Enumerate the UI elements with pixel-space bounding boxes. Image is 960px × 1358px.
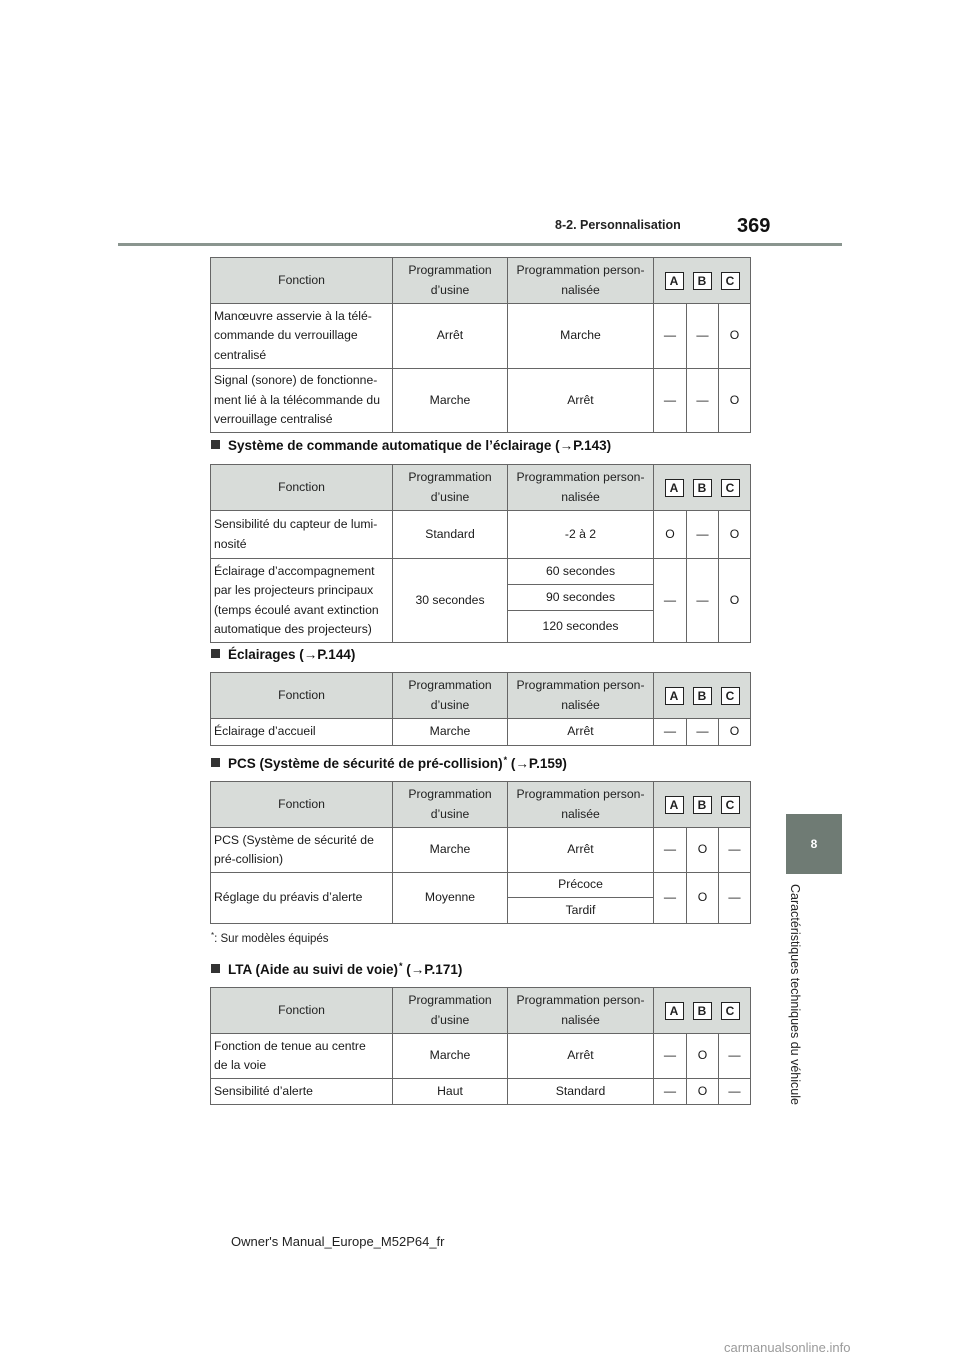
header-fonction: Fonction [211,782,393,828]
header-factory-setting: Programmation d’usine [393,988,508,1034]
cell-custom-setting: 90 secondes [508,585,654,611]
cell-custom-setting: Tardif [508,898,654,924]
letter-c-icon: C [721,272,740,290]
letter-b-icon: B [693,479,712,497]
square-bullet-icon [211,649,220,658]
table-row [211,369,751,433]
cell-custom-setting: Arrêt [508,719,654,746]
header-fonction: Fonction [211,258,393,304]
header-factory-setting: Programmation d’usine [393,465,508,511]
cell-method-a: O [654,511,687,559]
table-row [211,1079,751,1105]
header-fonction: Fonction [211,988,393,1034]
header-fonction: Fonction [211,465,393,511]
header-custom-setting: Programmation person- nalisée [508,782,654,828]
chapter-number: 8 [810,837,818,851]
cell-custom-setting: -2 à 2 [508,511,654,559]
table-remote-lock [210,257,751,433]
method-letters [657,687,747,705]
cell-method-b: — [687,511,719,559]
letter-b-icon: B [693,272,712,290]
cell-method-b: — [687,369,719,433]
cell-method-c: O [719,369,751,433]
cell-method-c: O [719,559,751,643]
cell-method-a: — [654,828,687,873]
table-pcs [210,781,751,924]
letter-a-icon: A [665,796,684,814]
table-header-row [211,782,751,828]
header-custom-setting: Programmation person- nalisée [508,673,654,719]
cell-factory-setting: Arrêt [393,304,508,369]
cell-custom-setting: Marche [508,304,654,369]
letter-a-icon: A [665,1002,684,1020]
cell-factory-setting: Standard [393,511,508,559]
header-factory-setting: Programmation d’usine [393,782,508,828]
cell-factory-setting: Marche [393,719,508,746]
table-row [211,828,751,873]
header-fonction: Fonction [211,673,393,719]
cell-custom-setting: Arrêt [508,828,654,873]
cell-factory-setting: 30 secondes [393,559,508,643]
letter-a-icon: A [665,272,684,290]
cell-custom-setting: 120 secondes [508,611,654,643]
chapter-title: Caractéristiques techniques du véhicule [788,884,802,1105]
cell-method-b: O [687,1079,719,1105]
cell-function: Éclairage d’accueil [211,719,393,746]
table-lights [210,672,751,746]
cell-method-b: — [687,559,719,643]
cell-method-c: O [719,511,751,559]
table-row [211,1034,751,1079]
table-auto-lighting [210,464,751,643]
table-row [211,511,751,559]
section-heading: 8-2. Personnalisation [555,218,681,232]
cell-custom-setting: Standard [508,1079,654,1105]
cell-method-a: — [654,559,687,643]
cell-method-b: O [687,873,719,924]
table-row [211,304,751,369]
header-method-letters [654,258,751,304]
header-rule [118,243,842,246]
header-custom-setting: Programmation person- nalisée [508,988,654,1034]
cell-method-a: — [654,719,687,746]
letter-c-icon: C [721,687,740,705]
header-method-letters [654,465,751,511]
letter-b-icon: B [693,687,712,705]
cell-method-a: — [654,873,687,924]
table-row [211,559,751,585]
letter-b-icon: B [693,796,712,814]
cell-factory-setting: Moyenne [393,873,508,924]
cell-method-c: — [719,1079,751,1105]
table-header-row [211,258,751,304]
table-header-row [211,673,751,719]
cell-custom-setting: Précoce [508,873,654,898]
cell-function: Manœuvre asservie à la télé- commande du verrouillage centralisé [211,304,393,369]
cell-method-c: — [719,828,751,873]
letter-a-icon: A [665,479,684,497]
page-number: 369 [737,215,771,237]
cell-method-c: O [719,304,751,369]
cell-method-a: — [654,1079,687,1105]
cell-factory-setting: Marche [393,1034,508,1079]
cell-function: Signal (sonore) de fonctionne- ment lié à la télécommande du verrouillage centralisé [211,369,393,433]
cell-method-b: — [687,304,719,369]
letter-a-icon: A [665,687,684,705]
square-bullet-icon [211,758,220,767]
cell-function: Fonction de tenue au centre de la voie [211,1034,393,1079]
table-row [211,873,751,898]
cell-custom-setting: 60 secondes [508,559,654,585]
section-title-lights: Éclairages (→P.144) [211,647,355,662]
cell-method-b: — [687,719,719,746]
header-factory-setting: Programmation d’usine [393,258,508,304]
method-letters [657,1002,747,1020]
square-bullet-icon [211,964,220,973]
header-custom-setting: Programmation person- nalisée [508,258,654,304]
cell-method-b: O [687,828,719,873]
letter-c-icon: C [721,1002,740,1020]
header-factory-setting: Programmation d’usine [393,673,508,719]
letter-b-icon: B [693,1002,712,1020]
chapter-tab[interactable] [786,814,842,874]
watermark[interactable]: carmanualsonline.info [724,1340,851,1355]
cell-method-c: — [719,873,751,924]
table-lta [210,987,751,1105]
method-letters [657,272,747,290]
square-bullet-icon [211,440,220,449]
section-title-pcs: PCS (Système de sécurité de pré-collision)* (→P.159) [211,755,567,771]
header-method-letters [654,673,751,719]
cell-method-a: — [654,304,687,369]
cell-function: Sensibilité du capteur de lumi- nosité [211,511,393,559]
table-header-row [211,988,751,1034]
table-header-row [211,465,751,511]
cell-function: PCS (Système de sécurité de pré-collision) [211,828,393,873]
cell-method-b: O [687,1034,719,1079]
method-letters [657,796,747,814]
cell-custom-setting: Arrêt [508,1034,654,1079]
cell-method-a: — [654,1034,687,1079]
cell-function: Réglage du préavis d’alerte [211,873,393,924]
cell-factory-setting: Marche [393,828,508,873]
letter-c-icon: C [721,796,740,814]
header-method-letters [654,782,751,828]
table-row [211,719,751,746]
header-custom-setting: Programmation person- nalisée [508,465,654,511]
cell-factory-setting: Haut [393,1079,508,1105]
letter-c-icon: C [721,479,740,497]
manual-footer: Owner's Manual_Europe_M52P64_fr [231,1234,445,1249]
footnote: *: Sur modèles équipés [211,931,329,945]
header-method-letters [654,988,751,1034]
method-letters [657,479,747,497]
section-title-lighting-control: Système de commande automatique de l’éclairage (→P.143) [211,438,611,453]
cell-function: Éclairage d’accompagnement par les projecteurs principaux (temps écoulé avant extinction automatique des projecteurs) [211,559,393,643]
cell-function: Sensibilité d’alerte [211,1079,393,1105]
cell-method-c: O [719,719,751,746]
section-title-lta: LTA (Aide au suivi de voie)* (→P.171) [211,961,462,977]
cell-method-a: — [654,369,687,433]
cell-method-c: — [719,1034,751,1079]
cell-factory-setting: Marche [393,369,508,433]
cell-custom-setting: Arrêt [508,369,654,433]
